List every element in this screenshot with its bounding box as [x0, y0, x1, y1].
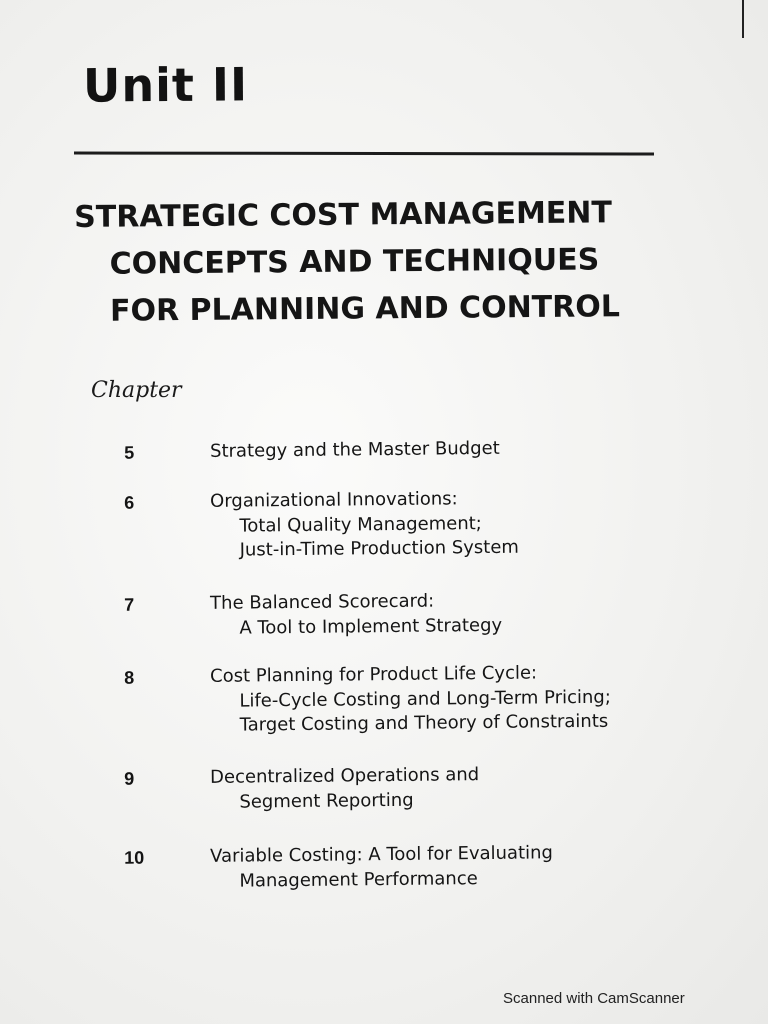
chapter-subtitle: Target Costing and Theory of Constraints — [239, 710, 609, 736]
chapter-entry-9 — [0, 760, 768, 813]
chapter-title: Organizational Innovations: — [210, 488, 458, 512]
chapter-title: Cost Planning for Product Life Cycle: — [210, 662, 538, 687]
chapter-title: The Balanced Scorecard: — [210, 590, 435, 614]
chapter-subtitle: Segment Reporting — [239, 789, 414, 813]
chapter-subtitle: A Tool to Implement Strategy — [239, 614, 503, 639]
chapter-entry-7 — [0, 586, 768, 639]
chapter-number: 5 — [124, 442, 135, 463]
unit-title: Unit II — [82, 57, 249, 113]
chapter-entry-5 — [0, 434, 768, 463]
chapter-number: 8 — [124, 667, 135, 688]
chapter-number: 6 — [124, 492, 135, 513]
section-title-line-1: STRATEGIC COST MANAGEMENT — [74, 195, 613, 235]
chapter-subtitle: Life-Cycle Costing and Long-Term Pricing; — [239, 686, 611, 712]
chapter-heading: Chapter — [91, 378, 182, 403]
chapter-entry-6 — [0, 484, 768, 561]
chapter-title: Decentralized Operations and — [210, 764, 480, 788]
chapter-title: Strategy and the Master Budget — [210, 437, 500, 462]
chapter-entry-10 — [0, 839, 768, 892]
chapter-title: Variable Costing: A Tool for Evaluating — [210, 842, 554, 867]
chapter-subtitle: Management Performance — [239, 867, 478, 892]
chapter-subtitle: Just-in-Time Production System — [239, 536, 520, 561]
section-title-line-3: FOR PLANNING AND CONTROL — [109, 289, 621, 329]
section-title-line-2: CONCEPTS AND TECHNIQUES — [109, 242, 600, 282]
chapter-number: 7 — [124, 594, 135, 615]
chapter-subtitle: Total Quality Management; — [239, 512, 482, 537]
chapter-number: 10 — [124, 847, 145, 868]
chapter-entry-8 — [0, 659, 768, 736]
scanner-watermark: Scanned with CamScanner — [503, 990, 685, 1007]
chapter-number: 9 — [124, 768, 135, 789]
